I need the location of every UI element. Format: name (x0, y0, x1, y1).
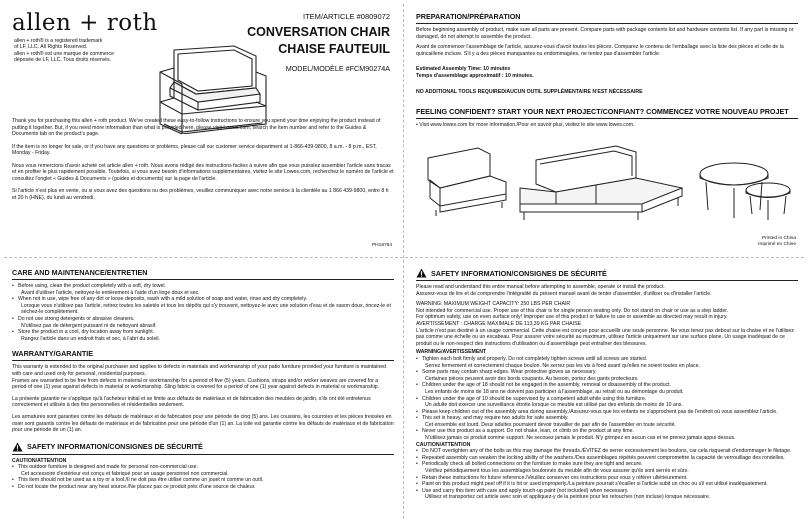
list-item: • Never use this product as a support. Do not shake, lean, or climb on the product at any time. (416, 428, 798, 435)
list-item: Un adulte doit exercer une surveillance étroite lorsque ce meuble est utilisé par des enfants de moins de 10 ans. (425, 402, 683, 409)
model-number: MODEL/MODÈLE #FCM90274A (285, 64, 390, 73)
list-item: • Do not locate the product near any heat source./Ne placez pas ce produit près d'une source de chaleur. (12, 484, 394, 491)
list-item: Cet accessoire d'extérieur est conçu et fabriqué pour un usage personnel non commercial. (21, 470, 229, 477)
fold-line-vertical (403, 4, 404, 519)
list-item: N'utilisez pas de détergent puissant ni de nettoyant abrasif. (21, 322, 157, 329)
list-item: Serrez fermement et correctement chaque boulon. Ne serrez pas les vis à fond avant qu'elles ne soient toutes en place. (425, 362, 700, 369)
list-item: • Tighten each bolt firmly and properly. Do not completely tighten screws until all screws are started. (416, 356, 798, 363)
safety-heading-short: SAFETY INFORMATION/CONSIGNES DE SÉCURITÉ (12, 442, 394, 452)
warning-list (416, 356, 798, 442)
list-item: Lorsque vous n'utilisez pas l'article, retirez toutes les saletés et tous les dépôts qui s'y trouvent, nettoyez-le avec une solution d'eau et de savon doux, rincez-le et séchez-le complètement. (21, 302, 391, 316)
intro-text: Thank you for purchasing this allen + roth product. We've created these easy-to-follow instructions to ensure you spend your time enjoying the product instead of putting it together. But, if you need more information than what is provided here, please visit Lowes.com, search the item number and refer to the Guides & Documents tab on the product's page. If the item is no longer for sale, or if you have any questions or problems, please call our customer service department at 1-866-439-9800, 8 a.m. - 8 p.m., EST, Monday - Friday. Nous vous remercions d'avoir acheté cet article allen + roth. Nous avons rédigé des instructions faciles à suivre afin que vous puissiez assembler l'article sans tracas et en profiter le plus rapidement possible. Toutefois, si vous avez besoin d'informations supplémentaires, visitez le site Lowes.com, recherchez le numéro de l'article et consultez l'onglet « Guides & Documents » (guides et documents) sur la page de l'article. Si l'article n'est plus en vente, ou si vous avez des questions ou des problèmes, veuillez communiquer avec notre service à la clientèle au 1 866 439-9800, entre 8 h et 20 h (HNE), du lundi au vendredi. (12, 118, 394, 201)
caution-list (416, 448, 798, 501)
printed-in-notice: Printed in China Imprimé en Chine (758, 236, 796, 247)
caution-label: CAUTION/ATTENTION (416, 441, 471, 448)
preparation-heading: PREPARATION/PRÉPARATION (416, 12, 521, 21)
list-item: • Use and carry this item with care and apply touch-up paint (not included) when necessary. (416, 488, 798, 495)
list-item: Avant d'utiliser l'article, nettoyez-le entièrement à l'aide d'un linge doux et sec. (21, 289, 200, 296)
product-title-en: CONVERSATION CHAIR (247, 25, 390, 39)
list-item: • When not in use, wipe free of any dirt or loose deposits, wash with a mild solution of soap and water, rinse and dry completely. (12, 296, 394, 303)
trademark-notice: allen + roth® is a registered trademark of LF, LLC. All Rights Reserved. allen + roth® est une marque de commerce déposée de LF, LLC. Tous droits réservés. (14, 38, 114, 64)
warning-triangle-icon (416, 268, 427, 278)
next-project-heading: FEELING CONFIDENT? START YOUR NEXT PROJECT/CONFIANT? COMMENCEZ VOTRE NOUVEAU PROJET (416, 107, 789, 117)
list-item: • Retain these instructions for future reference./Veuillez conserver ces instructions pour vous y référer ultérieurement. (416, 475, 798, 482)
care-warranty-page: CARE AND MAINTENANCE/ENTRETIEN • Before using, clean the product completely with a soft, dry towel. Avant d'utiliser l'article, nettoyez-le entièrement à l'aide d'un linge doux et sec. • When not in use, wipe free of any dirt or loose deposits, wash with a mild solution of soap and water, rinse and dry completely. Lorsque vous n'utilisez pas l'article, retirez toutes les saletés et tous les dépôts qui s'y trouvent, nettoyez-le avec une solution d'eau et de savon doux, rincez-le et séchez-le complètement. • Do not use strong detergents or abrasive cleaners. N'utilisez pas de détergent puissant ni de nettoyant abrasif. • Store the product in a cool, dry location away from sunlight. Rangez l'article dans un endroit frais et sec, à l'abri du soleil. WARRANTY/GARANTIE This warranty is extended to the original purchaser and applies to defects in materials and workmanship of your patio furniture provided your furniture is maintained with care and used only for personal, residential purposes. Frames are warranted to be free from defects in material or workmanship for a period of five (5) years. Cushions, straps and/or wicker weaves are covered for a period of one (1) year against defects in material or workmanship. Sling fabric is covered for a period of one (1) year against defects in material or workmanship. La présente garantie ne s'applique qu'à l'acheteur initial et se limite aux défauts de matériaux et de fabrication des meubles de jardin, s'ils ont été entretenus correctement et utilisés à des fins personnelles et résidentielles seulement. Les armatures sont garanties contre les défauts de matériaux et de fabrication pour une période de cinq (5) ans. Les coussins, les courroies et les pièces tressées en osier sont garantis contre les défauts de matériaux et de fabrication pour une période d'un (1) an. La toile est garantie contre les défauts de matériaux et de fabrication pour une période de un (1) an. SAFETY INFORMATION/CONSIGNES DE SÉCURITÉ CAUTION/ATTENTION • This outdoor furniture is designed and made for personal non-commercial use. Cet accessoire d'extérieur est conçu et fabriqué pour un usage personnel non commercial. • This item should not be used as a toy or a tool./Il ne doit pas être utilisé comme un jouet ni comme un outil. • Do not locate the product near any heat source./Ne placez pas ce produit près d'une source de chaleur. (4, 262, 400, 520)
warning-triangle-icon (12, 442, 23, 452)
list-item: • Periodically check all bolted connections on the furniture to make sure they are tight and secure. (416, 461, 798, 468)
care-list (12, 283, 394, 342)
assembly-time-en: Estimated Assembly Time: 10 minutes (416, 66, 511, 73)
warranty-heading: WARRANTY/GARANTIE (12, 349, 94, 359)
list-item: • This outdoor furniture is designed and made for personal non-commercial use. (12, 464, 394, 471)
list-item: • Do not use strong detergents or abrasive cleaners. (12, 316, 394, 323)
safety-heading: SAFETY INFORMATION/CONSIGNES DE SÉCURITÉ (416, 268, 798, 278)
warning-label: WARNING/AVERTISSEMENT (416, 349, 487, 356)
cover-page (4, 4, 400, 254)
assembly-time-fr: Temps d'assemblage approximatif : 10 minutes. (416, 72, 534, 79)
document-code: PH18784 (371, 243, 392, 248)
safety-short-list (12, 464, 394, 490)
list-item: • Do NOT overtighten any of the bolts as this may damage the threads./ÉVITEZ de serrer excessivement les boulons, car cela risquerait d'endommager le filetage. (416, 448, 798, 455)
list-item: • Repeated assembly can weaken the locking ability of the washers./Des assemblages répétés peuvent compromettre la capacité de verrouillage des rondelles. (416, 455, 798, 462)
list-item: Utilisez et transportez cet article avec soin et appliquez-y de la peinture pour les retouches (non incluse) lorsque nécessaire. (425, 494, 711, 501)
list-item: • Store the product in a cool, dry location away from sunlight. (12, 329, 394, 336)
safety-page: SAFETY INFORMATION/CONSIGNES DE SÉCURITÉ Please read and understand this entire manual before attempting to assemble, operate or install the product. Assurez-vous de lire et de comprendre l'intégralité du présent manuel avant de tenter d'assembler, d'utiliser ou d'installer l'article. WARNING: MAXIMUM WEIGHT CAPACITY: 250 LBS PER CHAIR Not intended for commercial use. Proper use of this chair is for single person seating only. Do not stand on chair or use as a step ladder. For optimum safety, use on even surface only! Improper use of this product or failure to use or assemble as directed may result in injury. AVERTISSEMENT : CHARGE MAXIMALE DE 113,39 KG PAR CHAISE L'article n'est pas destiné à un usage commercial. Cette chaise est conçue pour accueillir une seule personne. Ne vous tenez pas debout sur la chaise et ne l'utilisez pas comme une échelle ou un escabeau. Pour assurer votre sécurité au maximum, utilisez l'article uniquement sur une surface plane. Un usage inadéquat de ce produit ou le non-respect des instructions d'utilisation ou d'assemblage peut entraîner des blessures. WARNING/AVERTISSEMENT • Tighten each bolt firmly and properly. Do not completely tighten screws until all screws are started. Serrez fermement et correctement chaque boulon. Ne serrez pas les vis à fond avant qu'elles ne soient toutes en place. • Some parts may contain sharp edges. Wear protective gloves as necessary. Certaines pièces peuvent avoir des bords coupants. Au besoin, portez des gants protecteurs. • Children under the age of 18 should not be engaged in the assembly, removal or disassembly of the product. Les enfants de moins de 18 ans ne doivent pas participer à l'assemblage, au retrait ou au démontage du produit. • Children under the age of 10 should be supervised by a competent adult while using this furniture. Un adulte doit exercer une surveillance étroite lorsque ce meuble est utilisé par des enfants de moins de 10 ans. • Please keep children out of the assembly area during assembly./Assurez-vous que les enfants ne s'approchent pas de l'endroit où vous assemblez l'article. • This set is heavy, and may require two adults for safe assembly. Cet ensemble est lourd. Deux adultes pourraient devoir travailler de pair afin de l'assembler en toute sécurité. • Never use this product as a support. Do not shake, lean, or climb on the product at any time. N'utilisez jamais ce produit comme support. Ne secouez jamais le produit. N'y grimpez en aucun cas et ne prenez jamais appui dessus. CAUTION/ATTENTION • Do NOT overtighten any of the bolts as this may damage the threads./ÉVITEZ de serrer excessivement les boulons, car cela risquerait d'endommager le filetage. • Repeated assembly can weaken the locking ability of the washers./Des assemblages répétés peuvent compromettre la capacité de verrouillage des rondelles. • Periodically check all bolted connections on the furniture to make sure they are tight and secure. Vérifiez périodiquement tous les assemblages boulonnés du meuble afin de vous assurer qu'ils sont serrés et sûrs. • Retain these instructions for future reference./Veuillez conserver ces instructions pour vous y référer ultérieurement. • Paint on this product might peel off if it is hit or used improperly./La peinture pourrait s'écailler si l'article subit un choc ou s'il est utilisé inadéquatement. • Use and carry this item with care and apply touch-up paint (not included) when necessary. Utilisez et transportez cet article avec soin et appliquez-y de la peinture pour les retouches (non incluse) lorsque nécessaire. (408, 262, 804, 520)
list-item: • Children under the age of 18 should not be engaged in the assembly, removal or disassembly of the product. (416, 382, 798, 389)
fold-line-horizontal (4, 257, 804, 258)
list-item: Cet ensemble est lourd. Deux adultes pourraient devoir travailler de pair afin de l'assembler en toute sécurité. (425, 421, 676, 428)
list-item: • This item should not be used as a toy or a tool./Il ne doit pas être utilisé comme un jouet ni comme un outil. (12, 477, 394, 484)
caution-label: CAUTION/ATTENTION (12, 457, 67, 464)
care-heading: CARE AND MAINTENANCE/ENTRETIEN (12, 268, 148, 277)
preparation-section: PREPARATION/PRÉPARATION Before beginning assembly of product, make sure all parts are present. Compare parts with package contents list and hardware contents list. If any part is missing or damaged, do not attempt to assemble the product. Avant de commencer l'assemblage de l'article, assurez-vous d'avoir toutes les pièces. Comparez le contenu de l'emballage avec la liste des pièces et celle de la quincaillerie incluse. S'il y a des pièces manquantes ou endommagées, ne tentez pas d'assembler l'article. Estimated Assembly Time: 10 minutes Temps d'assemblage approximatif : 10 minutes. NO ADDITIONAL TOOLS REQUIRED/AUCUN OUTIL SUPPLÉMENTAIRE N'EST NÉCESSAIRE FEELING CONFIDENT? START YOUR NEXT PROJECT/CONFIANT? COMMENCEZ VOTRE NOUVEAU PROJET • Visit www.lowes.com for more information./Pour en savoir plus, visitez le site www.lowes.com. (416, 12, 798, 128)
list-item: • Please keep children out of the assembly area during assembly./Assurez-vous que les enfants ne s'approchent pas de l'endroit où vous assemblez l'article. (416, 409, 798, 416)
list-item: • Some parts may contain sharp edges. Wear protective gloves as necessary. (416, 369, 798, 376)
list-item: Rangez l'article dans un endroit frais et sec, à l'abri du soleil. (21, 335, 160, 342)
list-item: • Children under the age of 10 should be supervised by a competent adult while using this furniture. (416, 396, 798, 403)
list-item: • This set is heavy, and may require two adults for safe assembly. (416, 415, 798, 422)
list-item: N'utilisez jamais ce produit comme support. Ne secouez jamais le produit. N'y grimpez en aucun cas et ne prenez jamais appui dessus. (425, 435, 736, 442)
list-item: • Paint on this product might peel off if it is hit or used improperly./La peinture pourrait s'écailler si l'article subit un choc ou s'il est utilisé inadéquatement. (416, 481, 798, 488)
no-tools-notice: NO ADDITIONAL TOOLS REQUIRED/AUCUN OUTIL SUPPLÉMENTAIRE N'EST NÉCESSAIRE (416, 88, 643, 95)
item-number: ITEM/ARTICLE #0809072 (303, 12, 390, 21)
list-item: Vérifiez périodiquement tous les assemblages boulonnés du meuble afin de vous assurer qu'ils sont serrés et sûrs. (425, 468, 689, 475)
list-item: • Before using, clean the product completely with a soft, dry towel. (12, 283, 394, 290)
related-products-illustration (416, 130, 796, 230)
product-title-fr: CHAISE FAUTEUIL (278, 42, 390, 56)
section-rule (416, 23, 798, 24)
preparation-page (408, 4, 804, 254)
list-item: Les enfants de moins de 18 ans ne doivent pas participer à l'assemblage, au retrait ou au démontage du produit. (425, 388, 684, 395)
brand-logo: allen + roth (12, 10, 158, 36)
list-item: Certaines pièces peuvent avoir des bords coupants. Au besoin, portez des gants protecteurs. (425, 375, 639, 382)
visit-lowes-link: • Visit www.lowes.com for more information./Pour en savoir plus, visitez le site www.lowes.com. (416, 122, 635, 129)
